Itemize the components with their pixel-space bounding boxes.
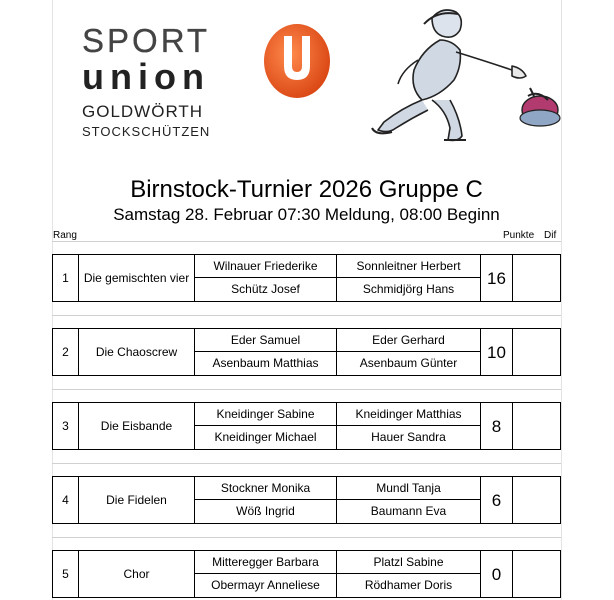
curler-illustration [362, 0, 562, 150]
team-rank: 5 [52, 550, 79, 598]
player-name: Mundl Tanja [336, 476, 481, 500]
logo-sport: SPORT [82, 22, 211, 59]
player-name: Schütz Josef [194, 277, 337, 302]
player-name: Mitteregger Barbara [194, 550, 337, 574]
union-u-icon [262, 22, 332, 100]
player-name: Kneidinger Michael [194, 425, 337, 450]
team-row [52, 550, 561, 598]
team-name: Die Chaoscrew [78, 328, 195, 376]
player-name: Wöß Ingrid [194, 499, 337, 524]
column-header-diff: Dif [544, 230, 557, 241]
page-title: Birnstock-Turnier 2026 Gruppe C [130, 176, 483, 203]
logo-club: GOLDWÖRTH [82, 102, 204, 121]
club-logo [82, 22, 322, 139]
row-separator [52, 241, 561, 242]
player-name: Eder Samuel [194, 328, 337, 352]
player-name: Baumann Eva [336, 499, 481, 524]
row-separator [52, 537, 561, 538]
column-header-rank: Rang [53, 230, 77, 241]
logo-union: union [82, 56, 210, 97]
team-points: 16 [480, 254, 513, 302]
team-points: 8 [480, 402, 513, 450]
team-name: Die gemischten vier [78, 254, 195, 302]
page-subtitle: Samstag 28. Februar 07:30 Meldung, 08:00 Beginn [113, 205, 500, 224]
team-rank: 2 [52, 328, 79, 376]
player-name: Sonnleitner Herbert [336, 254, 481, 278]
team-diff [512, 476, 561, 524]
row-separator [52, 463, 561, 464]
team-points: 0 [480, 550, 513, 598]
player-name: Rödhamer Doris [336, 573, 481, 598]
column-header-points: Punkte [503, 230, 535, 241]
logo-section: STOCKSCHÜTZEN [82, 124, 211, 139]
curling-stone-icon [520, 88, 560, 126]
header [52, 0, 561, 175]
row-separator [52, 389, 561, 390]
team-points: 10 [480, 328, 513, 376]
player-name: Platzl Sabine [336, 550, 481, 574]
team-row [52, 476, 561, 524]
team-diff [512, 328, 561, 376]
team-diff [512, 402, 561, 450]
team-rank: 3 [52, 402, 79, 450]
player-name: Asenbaum Matthias [194, 351, 337, 376]
player-name: Kneidinger Sabine [194, 402, 337, 426]
team-name: Die Eisbande [78, 402, 195, 450]
team-row [52, 254, 561, 302]
player-name: Eder Gerhard [336, 328, 481, 352]
team-name: Chor [78, 550, 195, 598]
player-name: Obermayr Anneliese [194, 573, 337, 598]
player-name: Asenbaum Günter [336, 351, 481, 376]
player-name: Wilnauer Friederike [194, 254, 337, 278]
player-name: Hauer Sandra [336, 425, 481, 450]
team-name: Die Fidelen [78, 476, 195, 524]
player-name: Kneidinger Matthias [336, 402, 481, 426]
team-row [52, 328, 561, 376]
team-diff [512, 254, 561, 302]
team-row [52, 402, 561, 450]
row-separator [52, 315, 561, 316]
player-name: Stockner Monika [194, 476, 337, 500]
team-diff [512, 550, 561, 598]
team-rank: 1 [52, 254, 79, 302]
team-rank: 4 [52, 476, 79, 524]
team-points: 6 [480, 476, 513, 524]
player-name: Schmidjörg Hans [336, 277, 481, 302]
